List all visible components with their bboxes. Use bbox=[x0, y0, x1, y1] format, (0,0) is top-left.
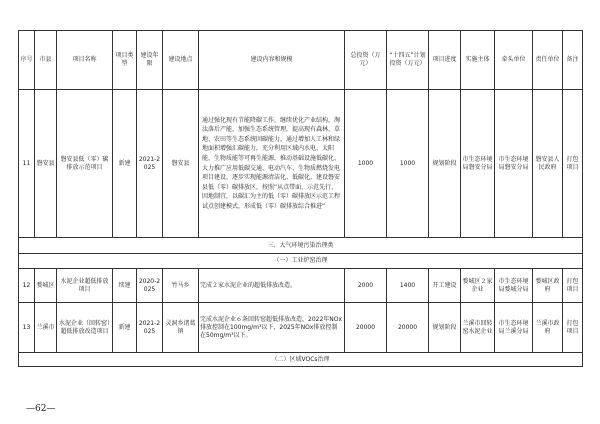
subsection-row bbox=[19, 254, 583, 269]
cell-resp: 磐安县人民政府 bbox=[533, 90, 563, 238]
cell-location: 竹马乡 bbox=[163, 269, 199, 303]
header-years: 建设年限 bbox=[137, 31, 163, 90]
table-row bbox=[19, 269, 583, 303]
section-row bbox=[19, 238, 583, 254]
section-heading: 三、大气环境污染治理类 bbox=[19, 238, 583, 254]
header-location: 建设地点 bbox=[163, 31, 199, 90]
cell-content: 完成２家水泥企业的超低排放改造。 bbox=[199, 269, 345, 303]
table-row bbox=[19, 303, 583, 353]
cell-plan: 1000 bbox=[387, 90, 429, 238]
cell-name: 磐安县低（零）碳排放示范项目 bbox=[57, 90, 113, 238]
header-plan: “十四五”计划投资（万元） bbox=[387, 31, 429, 90]
cell-resp: 婺城区政府 bbox=[533, 269, 563, 303]
cell-lead: 市生态环境局兰溪分局 bbox=[495, 303, 533, 353]
subsection-heading: （一）工业炉窑治理 bbox=[19, 254, 583, 269]
cell-plan: 20000 bbox=[387, 303, 429, 353]
header-entity: 实施主体 bbox=[461, 31, 495, 90]
header-total: 总投资（万元） bbox=[345, 31, 387, 90]
header-name: 项目名称 bbox=[57, 31, 113, 90]
cell-years: 2021-2025 bbox=[137, 303, 163, 353]
cell-total: 2000 bbox=[345, 269, 387, 303]
cell-seq: 12 bbox=[19, 269, 35, 303]
cell-content: 通过强化现有节能降碳工作，继续优化产业结构，淘汰落后产能，加强生态系统管理，提高现有森林、草地、农田等生态系统固碳能力，通过增加人工林和绿地面积增强汇碳能力，充分利用区域内水电、太阳能、生物质能等可再生能源，推动基础设施低碳化、大力推广应用低碳交通、电动汽车、生物质燃烧发电项目建设，逐步实现能源清洁化、低碳化，建设磐安县低（零）碳排放区，按照“从点带面、示范先行、因地制宜，以碳汇为主的低（零）碳排放区示范工程试点创建模式，形成低（零）碳排放综合推进” bbox=[199, 90, 345, 238]
cell-progress: 规划阶段 bbox=[429, 303, 461, 353]
cell-entity: 兰溪市回转窑水泥企业 bbox=[461, 303, 495, 353]
cell-type: 新建 bbox=[113, 303, 137, 353]
cell-years: 2021-2025 bbox=[137, 90, 163, 238]
cell-name: 水泥企业（回转窑）超低排放改造项目 bbox=[57, 303, 113, 353]
cell-total: 20000 bbox=[345, 303, 387, 353]
cell-entity: 市生态环境局磐安分局 bbox=[461, 90, 495, 238]
cell-type: 新建 bbox=[113, 90, 137, 238]
table-row bbox=[19, 90, 583, 238]
cell-progress: 开工建设 bbox=[429, 269, 461, 303]
cell-city: 磐安县 bbox=[35, 90, 57, 238]
header-lead: 牵头单位 bbox=[495, 31, 533, 90]
cell-seq: 11 bbox=[19, 90, 35, 238]
cell-content: 完成水泥企业６条回转窑超低排放改造，2022年NOx排放控制在100mg/m³以下，2025年NOx排放控制在50mg/m³以下。 bbox=[199, 303, 345, 353]
project-table bbox=[18, 30, 583, 367]
header-city: 市县 bbox=[35, 31, 57, 90]
cell-entity: 婺城区２家企业 bbox=[461, 269, 495, 303]
header-progress: 项目进度 bbox=[429, 31, 461, 90]
cell-plan: 1400 bbox=[387, 269, 429, 303]
subsection-row bbox=[19, 353, 583, 367]
cell-note: 打包项目 bbox=[563, 90, 583, 238]
header-note: 备注 bbox=[563, 31, 583, 90]
cell-seq: 13 bbox=[19, 303, 35, 353]
cell-years: 2020-2025 bbox=[137, 269, 163, 303]
cell-city: 婺城区 bbox=[35, 269, 57, 303]
subsection-heading: （二）区域VOCs治理 bbox=[19, 353, 583, 367]
header-resp: 责任单位 bbox=[533, 31, 563, 90]
cell-lead: 市生态环境局磐安分局 bbox=[495, 90, 533, 238]
cell-name: 水泥企业超低排放项目 bbox=[57, 269, 113, 303]
cell-lead: 市生态环境局婺城分局 bbox=[495, 269, 533, 303]
header-row bbox=[19, 31, 583, 90]
page-number: —62— bbox=[26, 404, 56, 414]
cell-type: 续建 bbox=[113, 269, 137, 303]
cell-note: 打包项目 bbox=[563, 303, 583, 353]
header-type: 项目类型 bbox=[113, 31, 137, 90]
cell-progress: 规划阶段 bbox=[429, 90, 461, 238]
cell-location: 灵洞乡诸葛镇 bbox=[163, 303, 199, 353]
cell-note: 打包项目 bbox=[563, 269, 583, 303]
header-seq: 序号 bbox=[19, 31, 35, 90]
header-content: 建设内容和规模 bbox=[199, 31, 345, 90]
cell-resp: 兰溪市政府 bbox=[533, 303, 563, 353]
cell-city: 兰溪市 bbox=[35, 303, 57, 353]
cell-total: 1000 bbox=[345, 90, 387, 238]
cell-location: 磐安县 bbox=[163, 90, 199, 238]
